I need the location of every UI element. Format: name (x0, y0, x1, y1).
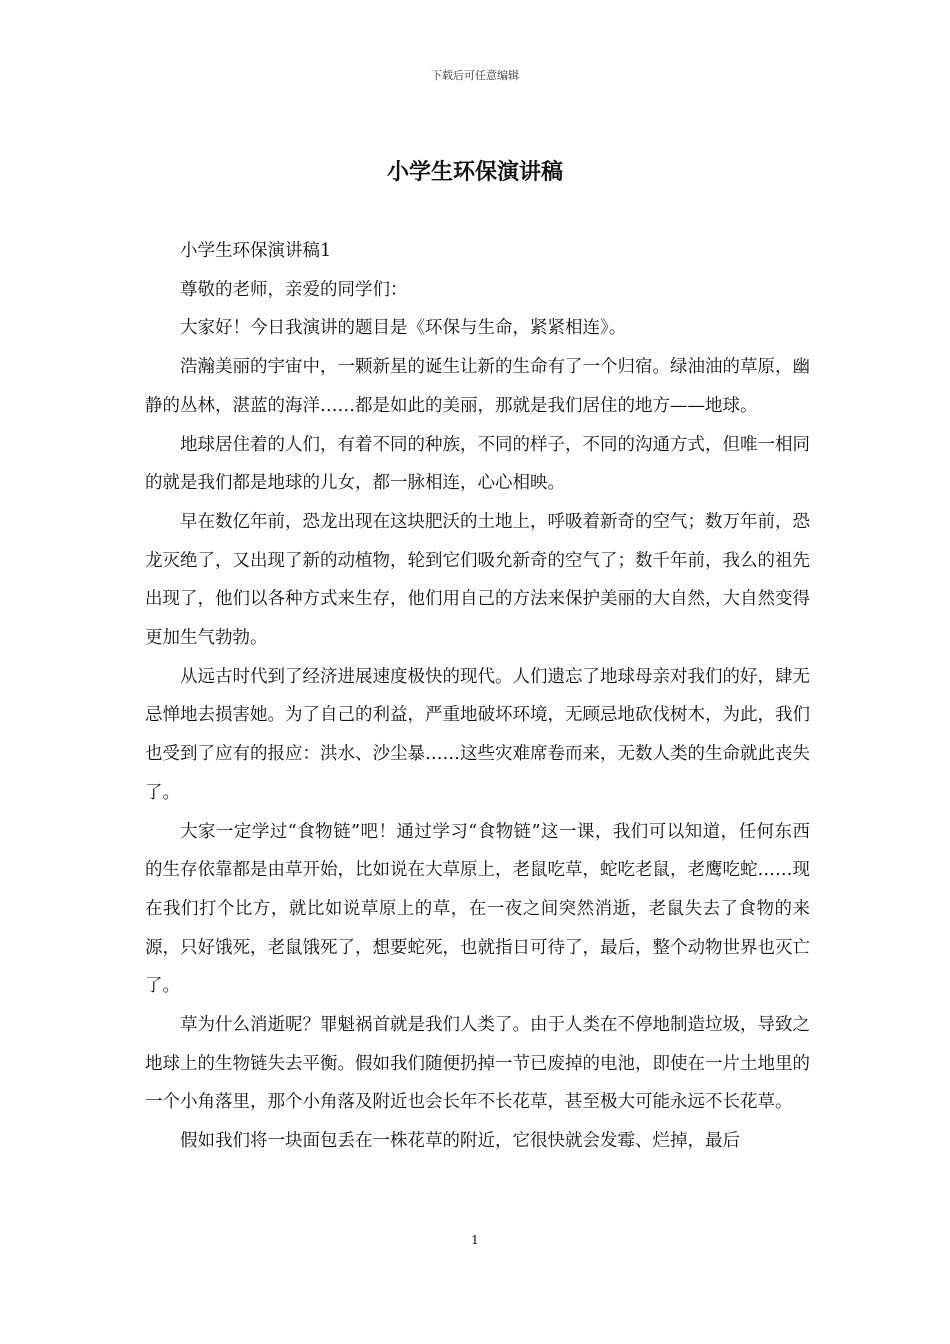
header-note: 下载后可任意编辑 (431, 69, 519, 82)
body-paragraph: 浩瀚美丽的宇宙中，一颗新星的诞生让新的生命有了一个归宿。绿油油的草原，幽静的丛林，湛蓝的海洋……都是如此的美丽，那就是我们居住的地方——地球。 (145, 357, 810, 416)
subtitle-paragraph: 小学生环保演讲稿1 (180, 241, 332, 261)
page-number: 1 (471, 1233, 479, 1247)
body-paragraph: 从远古时代到了经济进展速度极快的现代。人们遗忘了地球母亲对我们的好，肆无忌惮地去损害她。为了自己的利益，严重地破坏环境，无顾忌地砍伐树木，为此，我们也受到了应有的报应：洪水、沙尘暴……这些灾难席卷而来，无数人类的生命就此丧失了。 (145, 666, 810, 803)
body-paragraph: 假如我们将一块面包丢在一株花草的附近，它很快就会发霉、烂掉，最后 (180, 1131, 740, 1152)
salutation-paragraph: 尊敬的老师，亲爱的同学们： (180, 279, 408, 300)
body-paragraph: 早在数亿年前，恐龙出现在这块肥沃的土地上，呼吸着新奇的空气；数万年前，恐龙灭绝了，又出现了新的动植物，轮到它们吸允新奇的空气了；数千年前，我么的祖先出现了，他们以各种方式来生存，他们用自己的方法来保护美丽的大自然，大自然变得更加生气勃勃。 (145, 511, 810, 649)
body-paragraph: 草为什么消逝呢？罪魁祸首就是我们人类了。由于人类在不停地制造垃圾，导致之地球上的生物链失去平衡。假如我们随便扔掉一节已废掉的电池，即使在一片土地里的一个小角落里，那个小角落及附近也会长年不长花草，甚至极大可能永远不长花草。 (145, 1015, 810, 1113)
document-body (145, 232, 810, 1161)
document-title: 小学生环保演讲稿 (386, 160, 563, 185)
body-paragraph: 地球居住着的人们，有着不同的种族，不同的样子，不同的沟通方式，但唯一相同的就是我们都是地球的儿女，都一脉相连，心心相映。 (145, 434, 810, 494)
greeting-paragraph: 大家好！今日我演讲的题目是《环保与生命，紧紧相连》。 (180, 318, 627, 339)
body-paragraph: 大家一定学过“食物链”吧！通过学习“食物链”这一课，我们可以知道，任何东西的生存依靠都是由草开始，比如说在大草原上，老鼠吃草，蛇吃老鼠，老鹰吃蛇……现在我们打个比方，就比如说草原上的草，在一夜之间突然消逝，老鼠失去了食物的来源，只好饿死，老鼠饿死了，想要蛇死，也就指日可待了，最后，整个动物世界也灭亡了。 (145, 821, 810, 997)
